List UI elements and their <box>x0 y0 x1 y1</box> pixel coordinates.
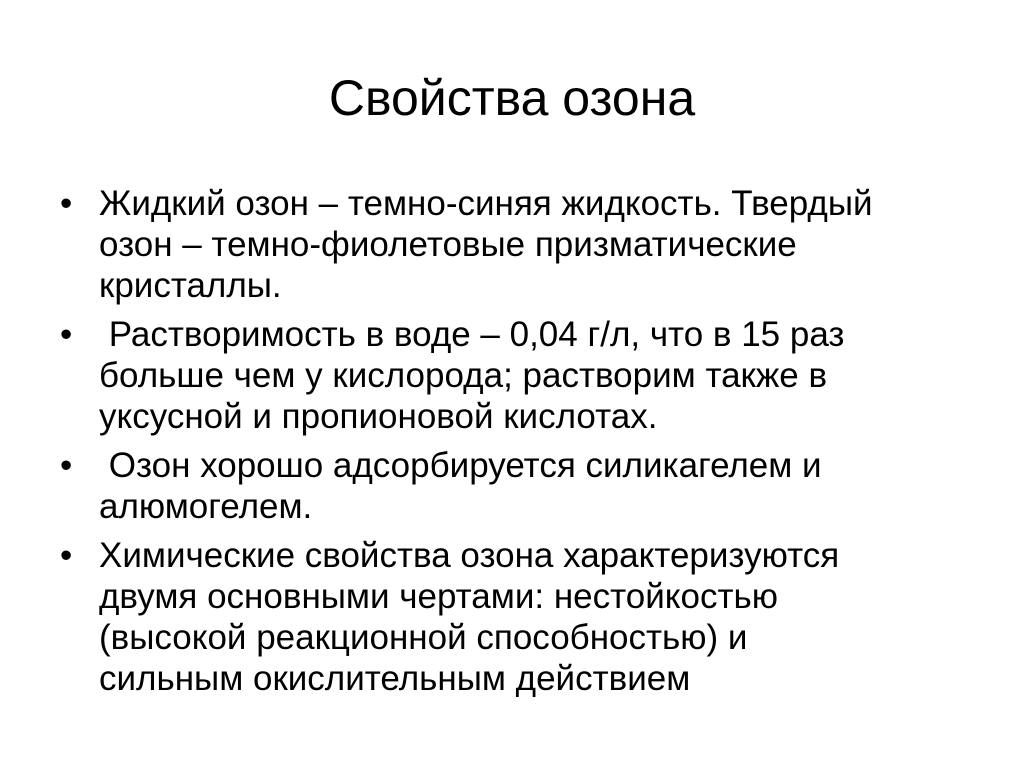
bullet-item-solubility <box>60 314 960 437</box>
bullet-line: двумя основными чертами: нестойкостью <box>99 577 778 616</box>
bullet-line: больше чем у кислорода; растворим также в <box>99 356 828 395</box>
bullet-line: Озон хорошо адсорбируется силикагелем и <box>99 446 822 485</box>
slide-title: Свойства озона <box>328 70 696 126</box>
bullet-item-chemical-properties <box>60 535 960 699</box>
bullet-marker: • <box>60 536 73 575</box>
bullet-line: кристаллы. <box>99 266 282 305</box>
bullet-line: озон – темно-фиолетовые призматические <box>99 225 797 264</box>
bullet-line: (высокой реакционной способностью) и <box>99 618 748 657</box>
bullet-list <box>60 183 960 707</box>
bullet-line: Растворимость в воде – 0,04 г/л, что в 15 раз <box>99 315 845 354</box>
bullet-line: алюмогелем. <box>99 487 313 526</box>
bullet-line: уксусной и пропионовой кислотах. <box>99 397 658 436</box>
bullet-line: сильным окислительным действием <box>99 659 691 698</box>
bullet-line: Химические свойства озона характеризуются <box>99 536 840 575</box>
bullet-marker: • <box>60 446 73 485</box>
bullet-marker: • <box>60 315 73 354</box>
bullet-item-liquid-solid-ozone <box>60 183 960 306</box>
bullet-marker: • <box>60 184 73 223</box>
bullet-line: Жидкий озон – темно-синяя жидкость. Твердый <box>99 184 873 223</box>
bullet-item-adsorption <box>60 445 960 527</box>
